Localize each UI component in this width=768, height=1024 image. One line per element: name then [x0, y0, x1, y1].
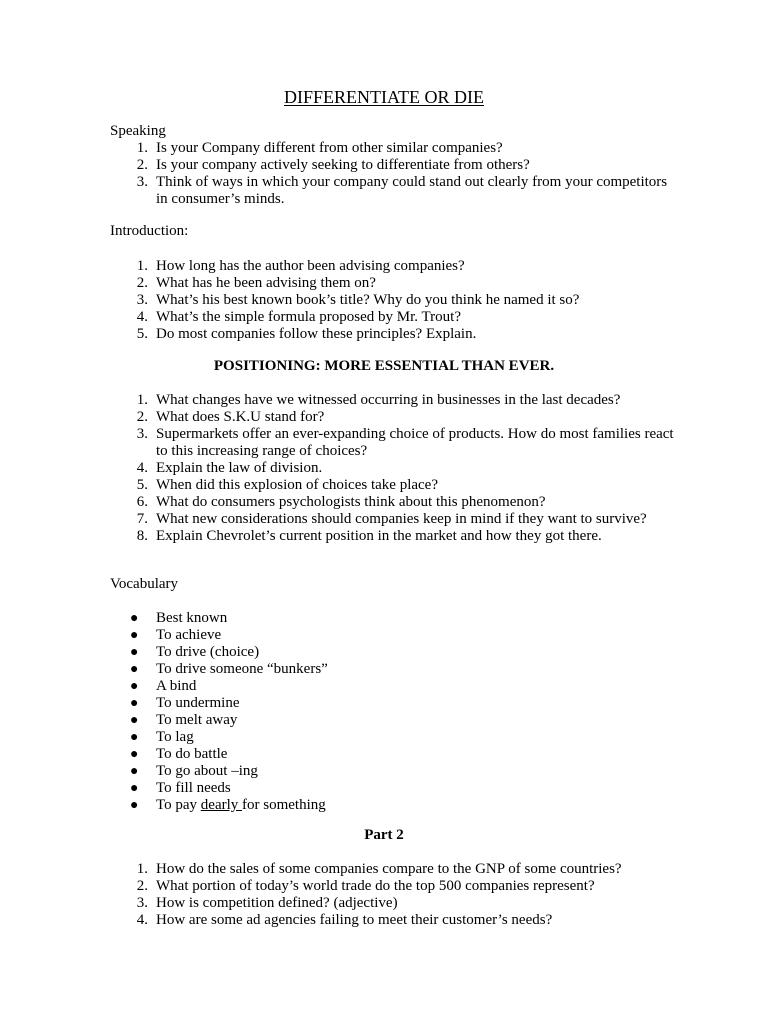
- list-item: 2. Is your company actively seeking to differentiate from others?: [136, 157, 530, 173]
- list-item: 1. How long has the author been advising companies?: [136, 258, 465, 274]
- list-item: 6. What do consumers psychologists think about this phenomenon?: [136, 494, 546, 510]
- list-item: ● To do battle: [130, 746, 228, 762]
- list-item: 4. Explain the law of division.: [136, 460, 323, 476]
- list-item: ● To drive (choice): [130, 644, 260, 660]
- introduction-list: [0, 258, 676, 343]
- underlined-word: dearly: [200, 797, 243, 813]
- vocabulary-label: Vocabulary: [110, 576, 179, 592]
- list-item: 1. What changes have we witnessed occurring in businesses in the last decades?: [136, 392, 621, 408]
- list-item: 2. What portion of today’s world trade do the top 500 companies represent?: [136, 878, 595, 894]
- list-item: ● To achieve: [130, 627, 222, 643]
- list-item: ● To go about –ing: [130, 763, 258, 779]
- list-item: 4. What’s the simple formula proposed by Mr. Trout?: [136, 309, 461, 325]
- list-item: ● To melt away: [130, 712, 238, 728]
- speaking-list: [0, 140, 676, 208]
- list-item: 3. Think of ways in which your company could stand out clearly from your competitors in consumer’s minds.: [136, 174, 668, 207]
- list-item: ● To fill needs: [130, 780, 231, 796]
- list-item: ● To undermine: [130, 695, 240, 711]
- vocabulary-list: [0, 610, 676, 814]
- list-item: 2. What has he been advising them on?: [136, 275, 376, 291]
- list-item: 5. When did this explosion of choices take place?: [136, 477, 438, 493]
- list-item: ● To pay dearly for something: [130, 797, 326, 813]
- introduction-label: Introduction:: [110, 223, 189, 239]
- speaking-label: Speaking: [110, 123, 166, 139]
- list-item: 1. Is your Company different from other similar companies?: [136, 140, 503, 156]
- list-item: 8. Explain Chevrolet’s current position in the market and how they got there.: [136, 528, 602, 544]
- positioning-heading: POSITIONING: MORE ESSENTIAL THAN EVER.: [213, 358, 555, 374]
- list-item: 3. What’s his best known book’s title? Why do you think he named it so?: [136, 292, 580, 308]
- list-item: ● Best known: [130, 610, 228, 626]
- list-item: 4. How are some ad agencies failing to meet their customer’s needs?: [136, 912, 553, 928]
- list-item: 3. How is competition defined? (adjective): [136, 895, 398, 911]
- document-title: DIFFERENTIATE OR DIE: [284, 87, 484, 107]
- list-item: 5. Do most companies follow these principles? Explain.: [136, 326, 477, 342]
- list-item: 1. How do the sales of some companies compare to the GNP of some countries?: [136, 861, 622, 877]
- list-item: 2. What does S.K.U stand for?: [136, 409, 325, 425]
- list-item: ● To drive someone “bunkers”: [130, 661, 328, 677]
- list-item: ● A bind: [130, 678, 197, 694]
- part2-list: [0, 861, 676, 929]
- list-item: 7. What new considerations should companies keep in mind if they want to survive?: [136, 511, 647, 527]
- positioning-list: [0, 392, 676, 545]
- list-item: 3. Supermarkets offer an ever-expanding choice of products. How do most families react to this increasing range of choices?: [136, 426, 674, 459]
- part2-heading: Part 2: [364, 827, 404, 843]
- list-item: ● To lag: [130, 729, 194, 745]
